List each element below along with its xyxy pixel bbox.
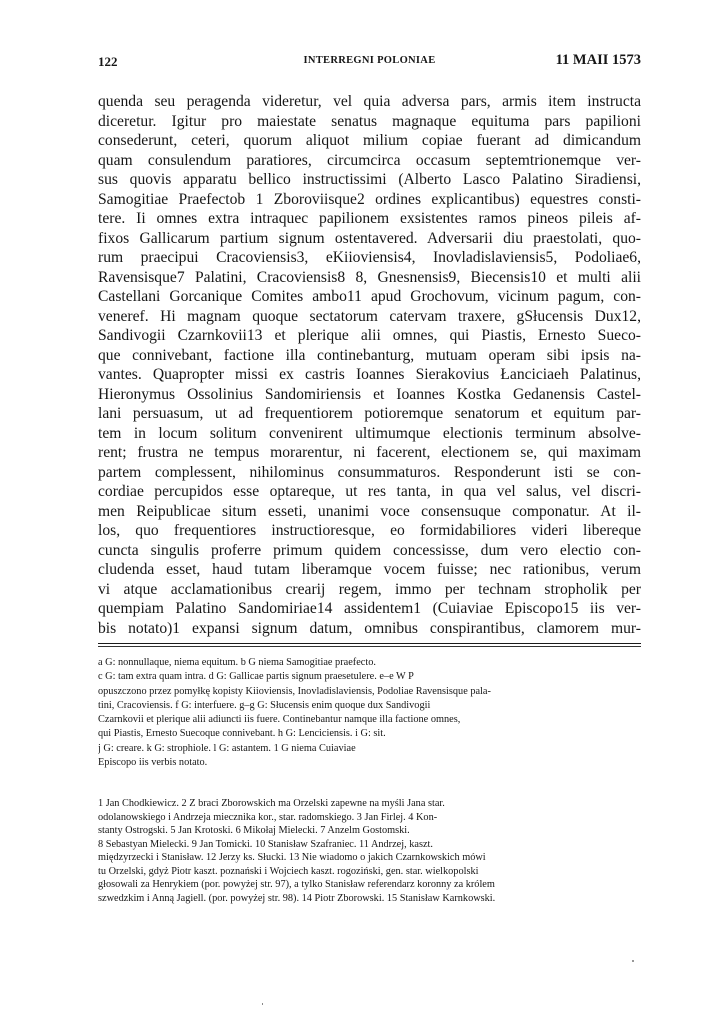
textual-note-line: qui Piastis, Ernesto Suecoque connivebant. h G: Lenciciensis. i G: sit.: [98, 728, 386, 740]
textual-note-line: tini, Cracoviensis. f G: interfuere. g–g G: Słucensis enim quoque dux Sandivogii: [98, 699, 431, 711]
footnote-separator-thin: [98, 646, 641, 647]
historical-note-line: szwedzkim i Anną Jagiell. (por. powyżej str. 98). 14 Piotr Zborowski. 15 Stanisław Karnkowski.: [98, 892, 496, 904]
text-line: los, quo frequentiores instructioresque, eo formidabiliores videri libereque: [98, 522, 641, 539]
text-line: Samogitiae Praefectob 1 Zboroviisque2 ordines explicantibus) equestres consti-: [98, 190, 641, 208]
text-line: bis notato)1 expansi signum datum, omnibus conspirantibus, clamorem mur-: [98, 619, 641, 637]
footnote-separator: [98, 643, 641, 644]
historical-note-line: odolanowskiego i Andrzeja miecznika kor., star. radomskiego. 3 Jan Firlej. 4 Kon-: [98, 811, 438, 823]
text-line: men Reipublicae situm esseti, unanimi voce consensuque componatur. At il-: [98, 502, 641, 520]
page-number: 122: [98, 54, 118, 69]
text-line: diceretur. Igitur pro maiestate senatus magnaque equituma pars papilioni: [98, 112, 641, 130]
header-date: 11 MAII 1573: [555, 52, 641, 68]
textual-note-line: j G: creare. k G: strophiole. l G: astantem. 1 G niema Cuiaviae: [98, 742, 356, 754]
text-line: sus quovis apparatu bellico instructissimi (Alberto Lasco Palatino Siradiensi,: [98, 171, 641, 188]
historical-note-line: 8 Sebastyan Mielecki. 9 Jan Tomicki. 10 Stanisław Szafraniec. 11 Andrzej, kaszt.: [98, 838, 433, 850]
scan-speck: [262, 1003, 263, 1005]
textual-note-line: opuszczono przez pomyłkę kopisty Kiioviensis, Inovladislaviensis, Podoliae Ravensisque pala-: [98, 685, 491, 697]
text-line: rum praecipui Cracoviensis3, eKiioviensis4, Inovladislaviensis5, Podoliae6,: [98, 249, 641, 266]
text-line: quempiam Palatino Sandomiriae14 assidentem1 (Cuiaviae Episcopo15 iis ver-: [98, 600, 641, 617]
running-header: [98, 52, 641, 72]
historical-note-line: tu Orzelski, gdyż Piotr kaszt. poznański i Wojciech kaszt. rogoziński, gen. star. wielkopolski: [98, 865, 479, 877]
text-line: rent; frustra ne tempus morarentur, ni facerent, electionem se, qui maximam: [98, 444, 641, 461]
text-line: cordiae percupidos esse optareque, ut res tanta, in qua vel salus, vel discri-: [98, 483, 641, 500]
historical-note-line: międzyrzecki i Stanisław. 12 Jerzy ks. Słucki. 13 Nie wiadomo o jakich Czarnkowskich mówi: [98, 852, 486, 863]
text-line: Hieronymus Ossolinius Sandomiriensis et Ioannes Kostka Gedanensis Castel-: [98, 385, 641, 403]
text-line: lani persuasum, ut ad frequentiorem potioremque senatorum et equitum par-: [98, 405, 641, 422]
text-line: Ravensisque7 Palatini, Cracoviensis8 8, Gnesnensis9, Biecensis10 et multi alii: [98, 268, 641, 286]
text-line: veneref. Hi magnam quoque sectatorum catervam traxere, gSłucensis Dux12,: [98, 307, 641, 325]
textual-note-line: Czarnkovii et plerique alii adiuncti iis fuere. Continebantur namque illa factione omnes,: [98, 714, 461, 726]
text-line: Sandivogii Czarnkovii13 et plerique alii omnes, qui Piastis, Ernesto Sueco-: [98, 327, 641, 344]
textual-apparatus-notes: [98, 656, 641, 770]
textual-note-line: a G: nonnullaque, niema equitum. b G niema Samogitiae praefecto.: [98, 657, 376, 668]
text-line: tem in locum solitum convenirent ultimumque electionis terminum absolve-: [98, 424, 641, 442]
text-line: partem complessent, nihilominus consummaturos. Responderunt isti se con-: [98, 463, 641, 481]
text-line: consederunt, ceteri, quorum aliquot milium copiae fuerant ad dimicandum: [98, 132, 641, 149]
text-line: cludenda esset, haud tutam liberamque vocem fuisse; nec rationibus, verum: [98, 561, 641, 578]
textual-note-line: Episcopo iis verbis notato.: [98, 757, 208, 769]
text-line: vantes. Quapropter missi ex castris Ioannes Sierakovius Łanciciaeh Palatinus,: [98, 366, 641, 383]
historical-footnotes: [98, 797, 641, 905]
historical-note-line: głosowali za Henrykiem (por. powyżej str. 97), a tylko Stanisław referendarz koronny za królem: [98, 879, 495, 890]
running-title: INTERREGNI POLONIAE: [303, 55, 436, 66]
text-line: vi atque acclamationibus crearij regem, immo per technam stropholik per: [98, 580, 641, 598]
text-line: Castellani Gorcanique Comites ambo11 apud Grochovum, vicinum pagum, con-: [98, 288, 641, 305]
historical-note-line: 1 Jan Chodkiewicz. 2 Z braci Zborowskich ma Orzelski zapewne na myśli Jana star.: [98, 798, 445, 809]
text-line: cuncta singulis proferre primum quidem concessisse, dum vero electio con-: [98, 541, 641, 559]
historical-note-line: stanty Ostrogski. 5 Jan Krotoski. 6 Mikołaj Mielecki. 7 Anzelm Gostomski.: [98, 825, 410, 836]
text-line: quenda seu peragenda videretur, vel quia adversa pars, armis item instructa: [98, 93, 641, 110]
text-line: que connivebant, factione illa continebanturg, mutuam operam sibi ipsis na-: [98, 346, 641, 364]
text-line: fixos Gallicarum partium signum ostentavered. Adversarii diu praestolati, quo-: [98, 229, 641, 247]
text-line: quam consulendum paratiores, circumcirca occasum septemtrionemque ver-: [98, 151, 641, 169]
textual-note-line: c G: tam extra quam intra. d G: Gallicae partis signum praesetulere. e–e W P: [98, 671, 414, 683]
text-line: tere. Ii omnes extra intraquec papilionem exsistentes ramos pineos pileis af-: [98, 210, 641, 227]
main-text-block: [98, 92, 641, 638]
scan-speck: [632, 960, 634, 962]
